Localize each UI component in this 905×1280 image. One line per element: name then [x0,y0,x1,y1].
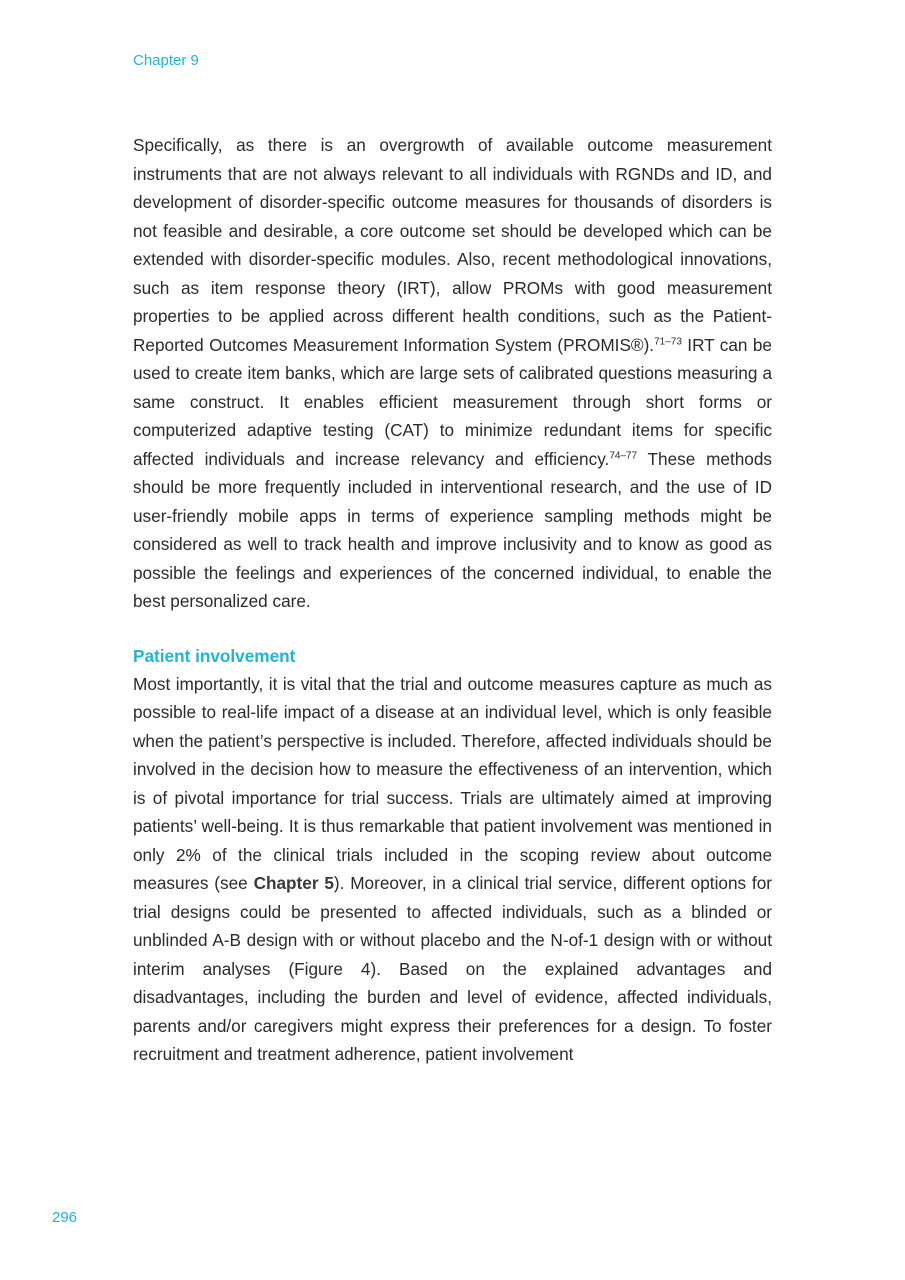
paragraph-outcome-measures [133,131,772,616]
citation-superscript: 74–77 [609,449,638,461]
paragraph-text: ). Moreover, in a clinical trial service, different options for trial designs could be presented to affected individuals, such as a blinded or unblinded A-B design with or without placebo and the N-of-1 design with or without interim analyses (Figure 4). Based on the explained advantages and disadvantages, including the burden and level of evidence, affected individuals, parents and/or caregivers might express their preferences for a design. To foster recruitment and treatment adherence, patient involvement [133,873,772,1064]
paragraph-spacer [133,616,772,642]
running-head-chapter: Chapter 9 [133,52,199,69]
section-heading-patient-involvement: Patient involvement [133,645,296,666]
page-body [133,131,772,1069]
citation-superscript: 71–73 [654,335,682,347]
paragraph-text: IRT can be used to create item banks, which are large sets of calibrated questions measuring a same construct. It enables efficient measurement through short forms or computerized adaptive testing (CAT) to minimize redundant items for specific affected individuals and increase relevancy and efficiency. [133,334,772,469]
paragraph-text: These methods should be more frequently included in interventional research, and the use of ID user-friendly mobile apps in terms of experience sampling methods might be considered as well to track health and improve inclusivity and to know as good as possible the feelings and experiences of the concerned individual, to enable the best personalized care. [133,448,773,611]
page-number: 296 [52,1209,78,1226]
chapter-reference: Chapter 5 [253,873,334,893]
paragraph-text: Most importantly, it is vital that the trial and outcome measures capture as much as possible to real-life impact of a disease at an individual level, which is only feasible when the patient’s perspective is included. Therefore, affected individuals should be involved in the decision how to measure the effectiveness of an intervention, which is of pivotal importance for trial success. Trials are ultimately aimed at improving patients’ well-being. It is thus remarkable that patient involvement was mentioned in only 2% of the clinical trials included in the scoping review about outcome measures (see [133,673,772,893]
paragraph-patient-involvement [133,670,772,1069]
paragraph-text: Specifically, as there is an overgrowth of available outcome measurement instruments that are not always relevant to all individuals with RGNDs and ID, and development of disorder-specific outcome measures for thousands of disorders is not feasible and desirable, a core outcome set should be developed which can be extended with disorder-specific modules. Also, recent methodological innovations, such as item response theory (IRT), allow PROMs with good measurement properties to be applied across different health conditions, such as the Patient-Reported Outcomes Measurement Information System (PROMIS®). [133,135,772,355]
